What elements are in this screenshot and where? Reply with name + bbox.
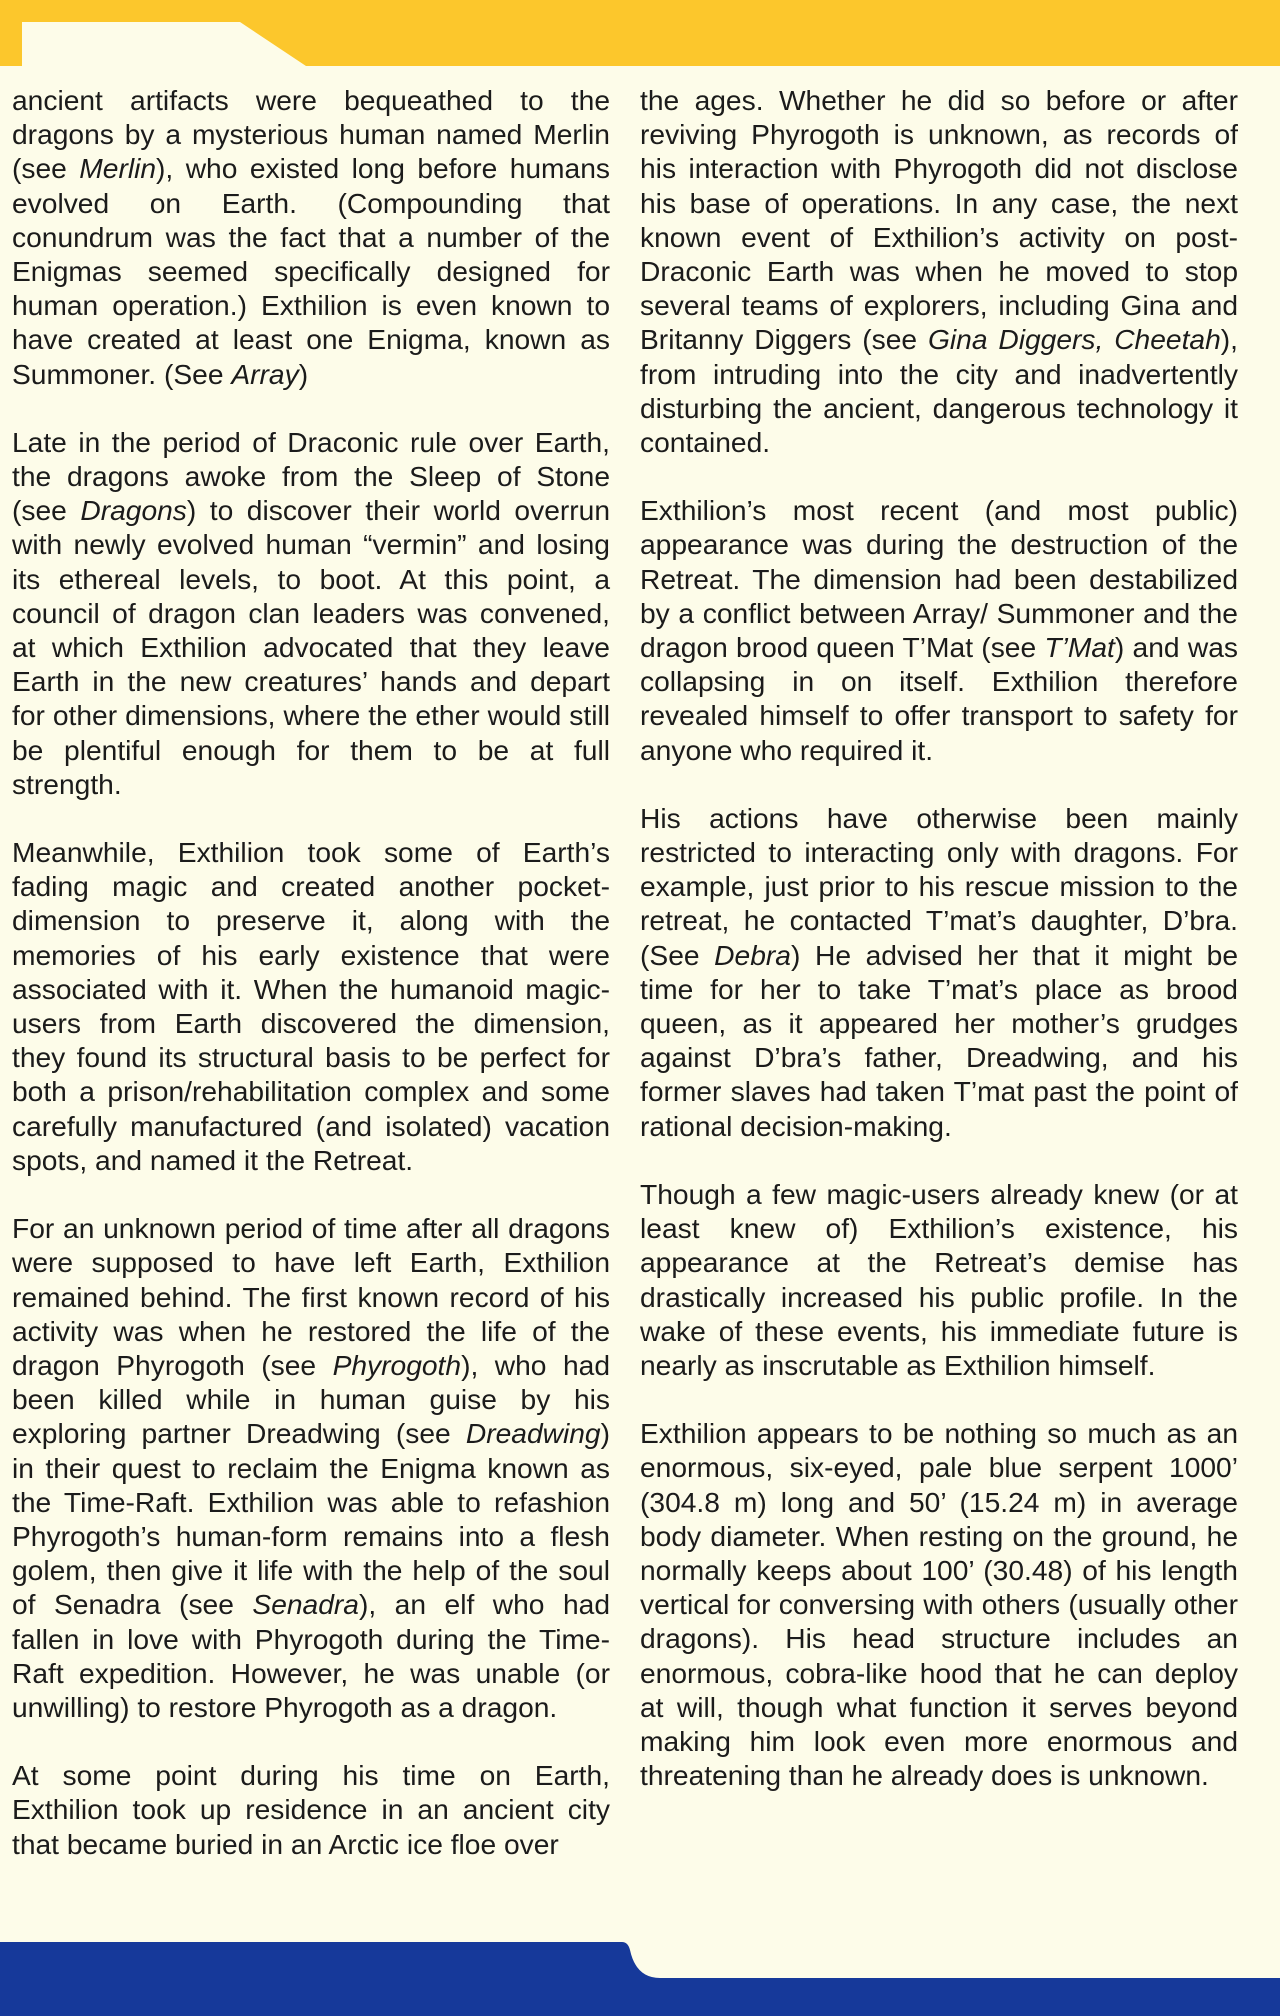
text-run: For an unknown period of time after all dragons were supposed to have left Earth, Exthilion remained behind. The first known record of his activity was when he restored the life of the dragon Phyrogoth (see [12, 1212, 610, 1381]
text-run: His actions have otherwise been mainly restricted to interacting only with dragons. For example, just prior to his rescue mission to the retreat, he contacted T’mat’s daughter, D’bra. (See [640, 801, 1238, 971]
text-run: At some point during his time on Earth, Exthilion took up residence in an ancient city that became buried in an Arctic ice floe over [12, 1759, 610, 1860]
paragraph [12, 1758, 610, 1861]
paragraph [640, 1177, 1238, 1382]
cross-reference: T’Mat [1044, 631, 1115, 664]
paragraph [12, 835, 610, 1177]
text-run: ), an elf who had fallen in love with Phyrogoth during the Time-Raft expedition. However, he was unable (or unwilling) to restore Phyrogoth as a dragon. [12, 1588, 611, 1723]
text-run: ) and was collapsing in on itself. Exthilion therefore revealed himself to offer transport to safety for anyone who required it. [640, 631, 1238, 766]
left-text-column [12, 83, 610, 1861]
text-run: ancient artifacts were bequeathed to the dragons by a mysterious human named Merlin (see [12, 84, 610, 185]
right-text-column [640, 83, 1238, 1792]
text-run: ) in their quest to reclaim the Enigma known as the Time-Raft. Exthilion was able to refashion Phyrogoth’s human-form remains into a flesh golem, then give it life with the help of the soul of Senadra (see [12, 1417, 610, 1621]
paragraph [12, 83, 610, 391]
text-run: Though a few magic-users already knew (or at least knew of) Exthilion’s existence, his appearance at the Retreat’s demise has drastically increased his public profile. In the wake of these events, his immediate future is nearly as inscrutable as Exthilion himself. [640, 1177, 1238, 1381]
cross-reference: Dreadwing [465, 1417, 601, 1450]
paragraph [12, 425, 610, 801]
paragraph [640, 83, 1238, 459]
text-run: Meanwhile, Exthilion took some of Earth’s fading magic and created another pocket-dimension to preserve it, along with the memories of his early existence that were associated with it. When the humanoid magic-users from Earth discovered the dimension, they found its structural basis to be perfect for both a prison/rehabilitation complex and some carefully manufactured (and isolated) vacation spots, and named it the Retreat. [12, 836, 610, 1176]
cross-reference: Debra [714, 938, 791, 971]
paragraph [640, 493, 1238, 767]
text-run: ), who existed long before humans evolved on Earth. (Compounding that conundrum was the fact that a number of the Enigmas seemed specifically designed for human operation.) Exthilion is even known to have created at least one Enigma, known as Summoner. (See [12, 152, 610, 390]
cross-reference: Dragons [80, 494, 187, 527]
text-run: ) He advised her that it might be time for her to take T’mat’s place as brood queen, as it appeared her mother’s grudges against D’bra’s father, Dreadwing, and his former slaves had taken T’mat past the point of rational decision-making. [640, 938, 1239, 1142]
text-run: ) [298, 357, 309, 390]
text-run: ), from intruding into the city and inadvertently disturbing the ancient, dangerous technology it contained. [640, 323, 1238, 459]
cross-reference: Senadra [252, 1588, 359, 1621]
cross-reference: Phyrogoth [332, 1348, 462, 1381]
text-run: Exthilion appears to be nothing so much as an enormous, six-eyed, pale blue serpent 1000’ (304.8 m) long and 50’ (15.24 m) in average body diameter. When resting on the ground, he normally keeps about 100’ (30.48) of his length vertical for conversing with others (usually other dragons). His head structure includes an enormous, cobra-like hood that he can deploy at will, though what function it serves beyond making him look even more enormous and threatening than he already does is unknown. [640, 1417, 1238, 1792]
cross-reference: Merlin [79, 152, 157, 185]
text-run: Late in the period of Draconic rule over Earth, the dragons awoke from the Sleep of Stone (see [12, 425, 610, 527]
cross-reference: Gina Diggers, Cheetah [927, 323, 1221, 356]
bottom-blue-band [0, 1942, 1280, 2016]
paragraph [12, 1211, 610, 1724]
paragraph [640, 801, 1238, 1143]
paragraph [640, 1416, 1238, 1792]
text-run: ), who had been killed while in human guise by his exploring partner Dreadwing (see [12, 1348, 610, 1450]
text-run: the ages. Whether he did so before or after reviving Phyrogoth is unknown, as records of his interaction with Phyrogoth did not disclose his base of operations. In any case, the next known event of Exthilion’s activity on post-Draconic Earth was when he moved to stop several teams of explorers, including Gina and Britanny Diggers (see [640, 84, 1238, 356]
text-run: ) to discover their world overrun with newly evolved human “vermin” and losing its ethereal levels, to boot. At this point, a council of dragon clan leaders was convened, at which Exthilion advocated that they leave Earth in the new creatures’ hands and depart for other dimensions, where the ether would still be plentiful enough for them to be at full strength. [12, 494, 611, 800]
text-run: Exthilion’s most recent (and most public) appearance was during the destruction of the Retreat. The dimension had been destabilized by a conflict between Array/ Summoner and the dragon brood queen T’Mat (see [640, 494, 1238, 664]
left-corner-shadow [0, 22, 22, 66]
cross-reference: Array [231, 357, 299, 390]
